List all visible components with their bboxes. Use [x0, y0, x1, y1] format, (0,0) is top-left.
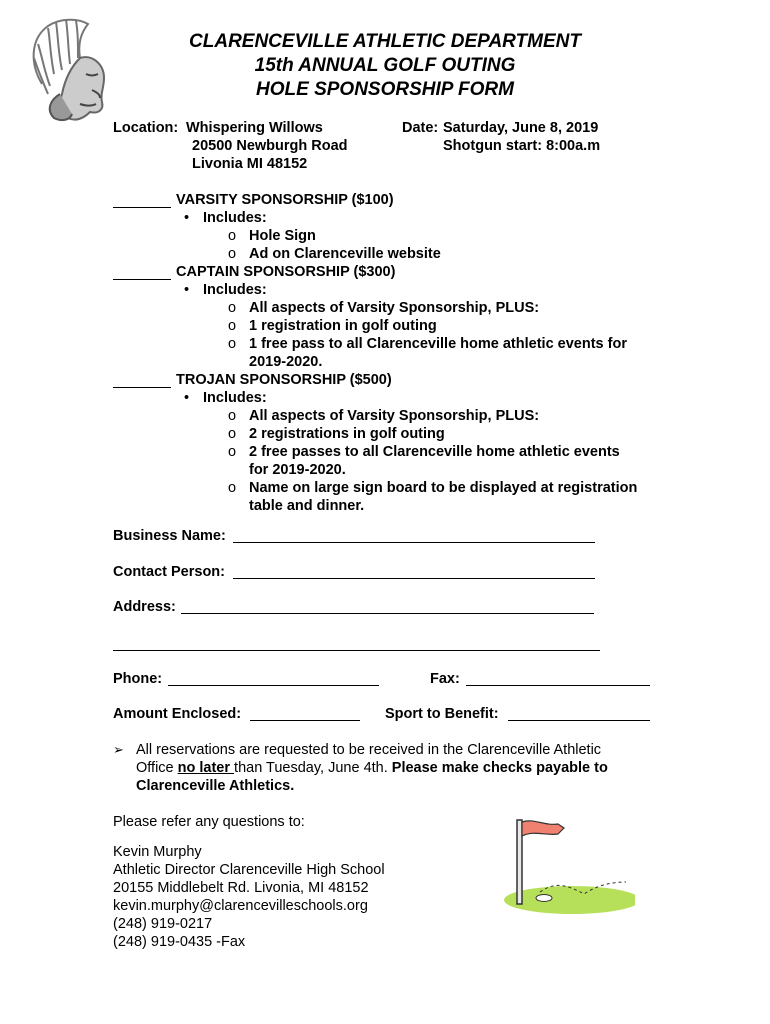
location-label: Location:: [113, 120, 179, 136]
circle-bullet-icon: o: [228, 318, 237, 334]
varsity-title: VARSITY SPONSORSHIP ($100): [176, 192, 394, 208]
contact-person-label: Contact Person:: [113, 564, 225, 580]
address-field-line-2[interactable]: [113, 636, 600, 651]
phone-field[interactable]: [168, 671, 379, 686]
circle-bullet-icon: o: [228, 480, 237, 496]
varsity-item-2: Ad on Clarenceville website: [249, 246, 441, 262]
fax-label: Fax:: [430, 671, 460, 687]
varsity-includes: Includes:: [203, 210, 267, 226]
contact-name: Kevin Murphy: [113, 844, 202, 860]
circle-bullet-icon: o: [228, 246, 237, 262]
captain-item-3-cont: 2019-2020.: [249, 354, 323, 370]
circle-bullet-icon: o: [228, 426, 237, 442]
bullet-icon: •: [184, 210, 190, 226]
trojan-item-2: 2 registrations in golf outing: [249, 426, 445, 442]
bullet-icon: •: [184, 282, 190, 298]
note-deadline: than Tuesday, June 4th.: [234, 760, 392, 776]
note-line-3: Clarenceville Athletics.: [136, 778, 295, 794]
note-checks-payable: Please make checks payable to: [391, 760, 608, 776]
location-line-3: Livonia MI 48152: [192, 156, 308, 172]
amount-enclosed-label: Amount Enclosed:: [113, 706, 242, 722]
contact-address: 20155 Middlebelt Rd. Livonia, MI 48152: [113, 880, 369, 896]
note-office: Office: [136, 760, 178, 776]
phone-label: Phone:: [113, 671, 163, 687]
contact-phone: (248) 919-0217: [113, 916, 213, 932]
contact-person-field[interactable]: [233, 564, 595, 579]
location-line-2: 20500 Newburgh Road: [192, 138, 348, 154]
page-title-line-1: CLARENCEVILLE ATHLETIC DEPARTMENT: [189, 31, 581, 52]
captain-item-1: All aspects of Varsity Sponsorship, PLUS:: [249, 300, 540, 316]
captain-item-2: 1 registration in golf outing: [249, 318, 437, 334]
date-value: Saturday, June 8, 2019: [443, 120, 599, 136]
captain-includes: Includes:: [203, 282, 267, 298]
captain-item-3: 1 free pass to all Clarenceville home athletic events for: [249, 336, 627, 352]
trojan-title: TROJAN SPONSORSHIP ($500): [176, 372, 392, 388]
business-name-label: Business Name:: [113, 528, 226, 544]
trojan-item-1: All aspects of Varsity Sponsorship, PLUS:: [249, 408, 540, 424]
business-name-field[interactable]: [233, 528, 595, 543]
bullet-icon: •: [184, 390, 190, 406]
trojan-check-blank[interactable]: [113, 373, 171, 388]
sport-to-benefit-label: Sport to Benefit:: [385, 706, 499, 722]
trojan-item-4-cont: table and dinner.: [249, 498, 365, 514]
note-line-2: [136, 759, 608, 777]
varsity-item-1: Hole Sign: [249, 228, 316, 244]
location-line-1: Whispering Willows: [186, 120, 323, 136]
trojan-item-3-cont: for 2019-2020.: [249, 462, 346, 478]
circle-bullet-icon: o: [228, 300, 237, 316]
fax-field[interactable]: [466, 671, 650, 686]
amount-enclosed-field[interactable]: [250, 706, 360, 721]
date-label: Date:: [402, 120, 439, 136]
note-line-1: All reservations are requested to be received in the Clarenceville Athletic: [136, 742, 602, 758]
circle-bullet-icon: o: [228, 228, 237, 244]
address-label: Address:: [113, 599, 176, 615]
page-title-line-3: HOLE SPONSORSHIP FORM: [256, 79, 514, 100]
circle-bullet-icon: o: [228, 444, 237, 460]
trojan-includes: Includes:: [203, 390, 267, 406]
contact-fax: (248) 919-0435 -Fax: [113, 934, 246, 950]
varsity-check-blank[interactable]: [113, 193, 171, 208]
golf-flag-icon: [500, 812, 635, 917]
captain-check-blank[interactable]: [113, 265, 171, 280]
trojan-item-3: 2 free passes to all Clarenceville home athletic events: [249, 444, 620, 460]
shotgun-start: Shotgun start: 8:00a.m: [443, 138, 601, 154]
contact-email[interactable]: kevin.murphy@clarencevilleschools.org: [113, 898, 368, 914]
note-no-later: no later: [177, 760, 235, 776]
captain-title: CAPTAIN SPONSORSHIP ($300): [176, 264, 396, 280]
page-title-line-2: 15th ANNUAL GOLF OUTING: [254, 55, 516, 76]
sport-to-benefit-field[interactable]: [508, 706, 650, 721]
arrow-bullet-icon: ➢: [113, 742, 124, 757]
trojan-item-4: Name on large sign board to be displayed at registration: [249, 480, 638, 496]
refer-questions: Please refer any questions to:: [113, 814, 305, 830]
circle-bullet-icon: o: [228, 408, 237, 424]
circle-bullet-icon: o: [228, 336, 237, 352]
contact-title: Athletic Director Clarenceville High School: [113, 862, 385, 878]
address-field[interactable]: [181, 599, 594, 614]
